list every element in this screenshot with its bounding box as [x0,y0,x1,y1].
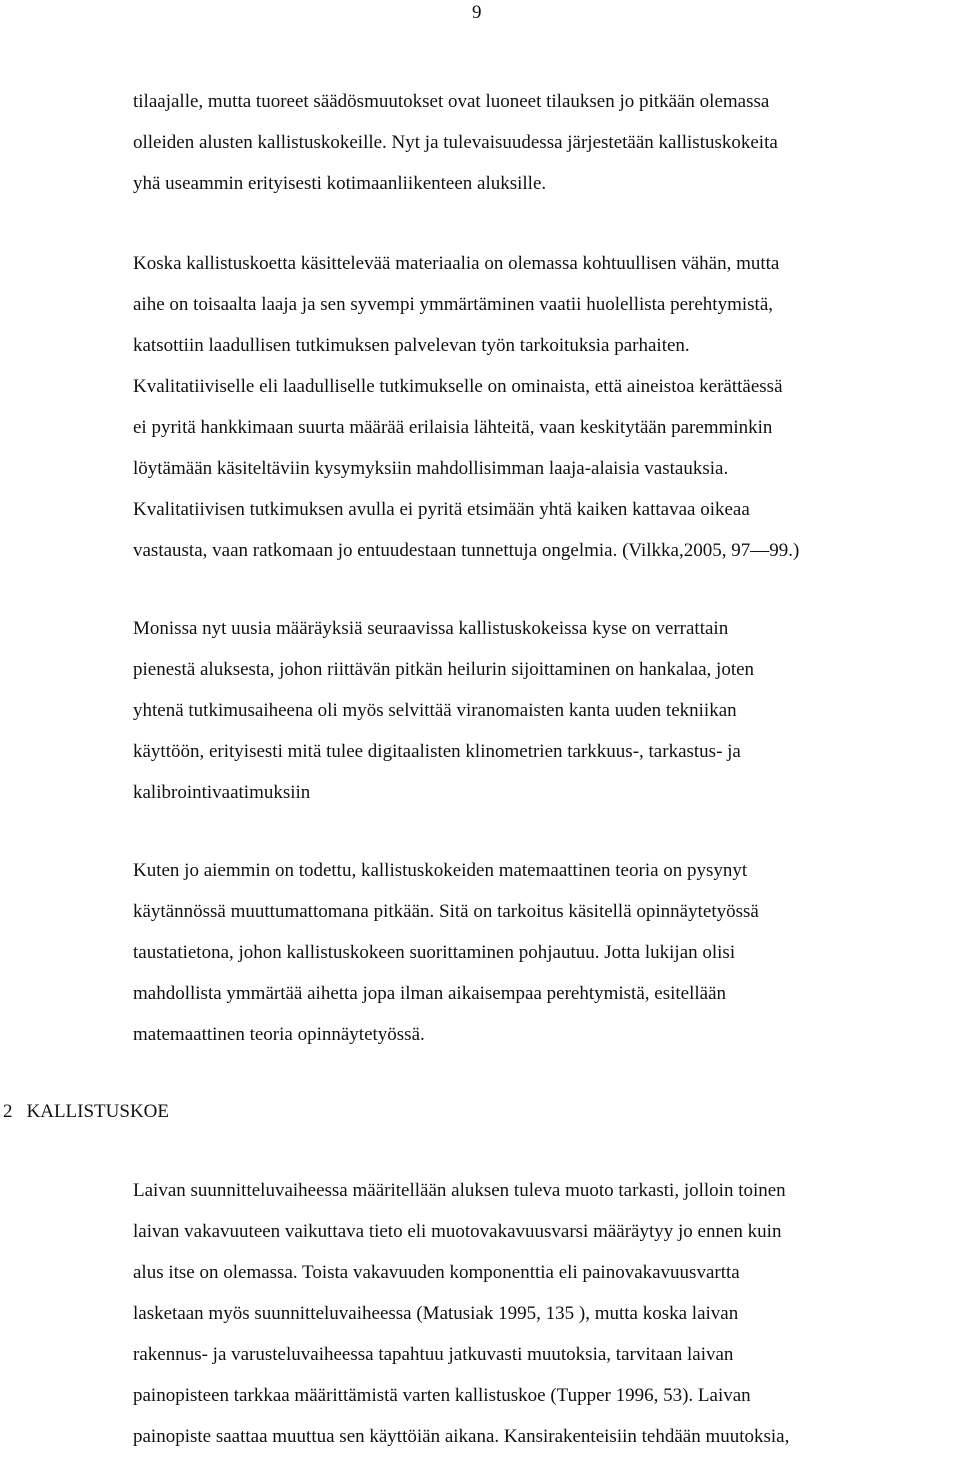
text-line: kalibrointivaatimuksiin [133,782,311,803]
text-line: ei pyritä hankkimaan suurta määrää erilaisia lähteitä, vaan keskitytään paremminkin [133,417,773,438]
paragraph-3 [133,608,955,813]
text-line: rakennus- ja varusteluvaiheessa tapahtuu jatkuvasti muutoksia, tarvitaan laivan [133,1344,734,1365]
text-line: löytämään käsiteltäviin kysymyksiin mahdollisimman laaja-alaisia vastauksia. [133,458,729,479]
text-line: yhä useammin erityisesti kotimaanliikenteen aluksille. [133,173,547,194]
text-line: painopiste saattaa muuttua sen käyttöiän aikana. Kansirakenteisiin tehdään muutoksia, [133,1426,790,1447]
text-line: Monissa nyt uusia määräyksiä seuraavissa kallistuskokeissa kyse on verrattain [133,618,729,639]
text-line: Koska kallistuskoetta käsittelevää materiaalia on olemassa kohtuullisen vähän, mutta [133,253,780,274]
paragraph-1 [133,81,955,204]
text-line: käytännössä muuttumattomana pitkään. Sitä on tarkoitus käsitellä opinnäytetyössä [133,901,759,922]
text-line: käyttöön, erityisesti mitä tulee digitaalisten klinometrien tarkkuus-, tarkastus- ja [133,741,741,762]
text-line: alus itse on olemassa. Toista vakavuuden komponenttia eli painovakavuusvartta [133,1262,740,1283]
section-title: KALLISTUSKOE [26,1101,169,1122]
page-number: 9 [472,2,482,23]
paragraph-2 [133,243,955,571]
text-line: pienestä aluksesta, johon riittävän pitkän heilurin sijoittaminen on hankalaa, joten [133,659,755,680]
text-line: Kvalitatiivisen tutkimuksen avulla ei pyritä etsimään yhtä kaiken kattavaa oikeaa [133,499,750,520]
text-line: Kvalitatiiviselle eli laadulliselle tutkimukselle on ominaista, että aineistoa kerättäessä [133,376,783,397]
text-line: yhtenä tutkimusaiheena oli myös selvittää viranomaisten kanta uuden tekniikan [133,700,737,721]
text-line: katsottiin laadullisen tutkimuksen palvelevan työn tarkoituksia parhaiten. [133,335,690,356]
text-line: Laivan suunnitteluvaiheessa määritellään aluksen tuleva muoto tarkasti, jolloin toinen [133,1180,786,1201]
text-line: olleiden alusten kallistuskokeille. Nyt ja tulevaisuudessa järjestetään kallistuskokeita [133,132,778,153]
paragraph-5 [133,1170,955,1457]
text-line: painopisteen tarkkaa määrittämistä varten kallistuskoe (Tupper 1996, 53). Laivan [133,1385,751,1406]
text-line: laivan vakavuuteen vaikuttava tieto eli muotovakavuusvarsi määräytyy jo ennen kuin [133,1221,782,1242]
text-line: mahdollista ymmärtää aihetta jopa ilman aikaisempaa perehtymistä, esitellään [133,983,727,1004]
text-line: Kuten jo aiemmin on todettu, kallistuskokeiden matemaattinen teoria on pysynyt [133,860,748,881]
text-line: taustatietona, johon kallistuskokeen suorittaminen pohjautuu. Jotta lukijan olisi [133,942,736,963]
section-heading [3,1100,169,1124]
text-line: aihe on toisaalta laaja ja sen syvempi ymmärtäminen vaatii huolellista perehtymistä, [133,294,773,315]
text-line: matemaattinen teoria opinnäytetyössä. [133,1024,425,1045]
text-line: tilaajalle, mutta tuoreet säädösmuutokset ovat luoneet tilauksen jo pitkään olemassa [133,91,770,112]
text-line: vastausta, vaan ratkomaan jo entuudestaan tunnettuja ongelmia. (Vilkka,2005, 97—99.) [133,540,800,561]
paragraph-4 [133,850,955,1055]
section-number: 2 [3,1101,13,1122]
text-line: lasketaan myös suunnitteluvaiheessa (Matusiak 1995, 135 ), mutta koska laivan [133,1303,739,1324]
